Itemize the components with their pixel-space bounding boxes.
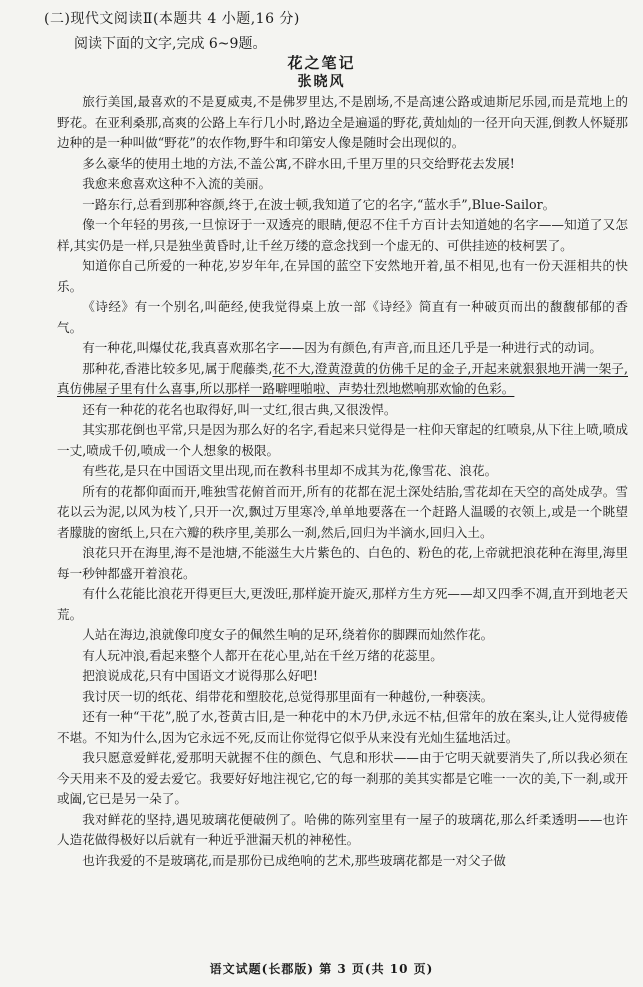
page-footer: 语文试题(长郡版) 第 3 页(共 10 页) — [209, 962, 434, 976]
paragraph: 一路东行,总看到那种容颜,终于,在波士顿,我知道了它的名字,“蓝水手”,Blue-Sailor。 — [82, 196, 556, 212]
paragraph: 也许我爱的不是玻璃花,而是那份已成绝响的艺术,那些玻璃花都是一对父子做 — [82, 852, 506, 868]
paragraph: 我对鲜花的坚持,遇见玻璃花便破例了。哈佛的陈列室里有一屋子的玻璃花,那么纤柔透明——也许人造花做得极好以后就有一种近乎泄漏天机的神秘性。 — [57, 811, 628, 847]
paragraph: 多么豪华的使用土地的方法,不盖公寓,不辟水田,千里万里的只交给野花去发展! — [82, 155, 515, 171]
paragraph: 旅行美国,最喜欢的不是夏威夷,不是佛罗里达,不是剧场,不是高速公路或迪斯尼乐园,而是荒地上的野花。在亚利桑那,高爽的公路上车行几小时,路边全是遍遥的野花,黄灿灿的一径开向天涯,倒教人怀疑那边种的是一种叫做“野花”的农作物,野牛和印第安人像是随时会出现似的。 — [57, 94, 628, 150]
paragraph: 我只愿意爱鲜花,爱那明天就握不住的颜色、气息和形状——由于它明天就要消失了,所以我必须在今天用来不及的爱去爱它。我要好好地注视它,它的每一刹那的美其实都是它唯一一次的美,下一刹,或开或阖,它已是另一朵了。 — [57, 750, 628, 806]
paragraph: 其实那花倒也平常,只是因为那么好的名字,看起来只觉得是一柱仰天窜起的红喷泉,从下往上喷,喷成一丈,喷成千仞,喷成一个人想象的极限。 — [57, 422, 628, 458]
underlined-sentence: 花不大,澄黄澄黄的仿佛千足的金子,开起来就狠狠地开满一架子,真仿佛屋子里有什么喜事,所以那样一路噼哩啪啦、声势壮烈地燃响那欢愉的色彩。 — [57, 360, 628, 396]
article-author: 张晓风 — [297, 74, 346, 90]
article-body — [57, 92, 628, 871]
paragraph: 还有一种“干花”,脱了水,苍黄古旧,是一种花中的木乃伊,永远不枯,但常年的放在案头,让人觉得疲倦不堪。不知为什么,因为它永远不死,反而让你觉得它似乎从来没有光灿生猛地活过。 — [57, 709, 628, 745]
paragraph: 我讨厌一切的纸花、绢带花和塑胶花,总觉得那里面有一种越份,一种亵渎。 — [82, 688, 494, 704]
paragraph: 像一个年轻的男孩,一旦惊讶于一双透亮的眼睛,便忍不住千方百计去知道她的名字——知道了又怎样,其实仍是一样,只是独坐黄昏时,让千丝万缕的意念找到一个虚无的、可供挂迹的枝柯罢了。 — [57, 217, 628, 253]
paragraph: 有人玩冲浪,看起来整个人都开在花心里,站在千丝万绪的花蕊里。 — [82, 647, 443, 663]
paragraph: 所有的花都仰面而开,唯独雪花俯首而开,所有的花都在泥土深处结胎,雪花却在天空的高处成孕。雪花以云为泥,以风为枝丫,只开一次,飘过万里寒冷,单单地要落在一个赶路人温暖的衣领上,或是一个眺望者朦胧的窗纸上,只在六瓣的秩序里,美那么一刹,然后,回归为半滴水,回归入土。 — [57, 483, 628, 540]
article-title: 花之笔记 — [287, 54, 356, 72]
paragraph: 把浪说成花,只有中国语文才说得那么好吧! — [82, 668, 318, 683]
paragraph: 有些花,是只在中国语文里出现,而在教科书里却不成其为花,像雪花、浪花。 — [82, 463, 498, 478]
paragraph-text: 那种花,香港比较多见,属于爬藤类, — [82, 360, 273, 376]
paragraph: 还有一种花的花名也取得好,叫一丈红,很古典,又很泼悍。 — [82, 401, 397, 417]
paragraph: 有什么花能比浪花开得更巨大,更泼旺,那样旋开旋灭,那样方生方死——却又四季不凋,直开到地老天荒。 — [57, 586, 628, 622]
paragraph — [57, 359, 628, 400]
instruction-text: 阅读下面的文字,完成 6~9题。 — [74, 36, 267, 52]
paragraph: 浪花只开在海里,海不是池塘,不能滋生大片紫色的、白色的、粉色的花,上帝就把浪花种在海里,海里每一秒钟都盛开着浪花。 — [57, 545, 628, 581]
paragraph: 有一种花,叫爆仗花,我真喜欢那名字——因为有颜色,有声音,而且还几乎是一种进行式的动词。 — [82, 340, 602, 355]
paragraph: 我愈来愈喜欢这种不入流的美丽。 — [82, 176, 272, 191]
paragraph: 人站在海边,浪就像印度女子的佩然生响的足环,绕着你的脚踝而灿然作花。 — [82, 627, 494, 642]
paragraph: 《诗经》有一个别名,叫葩经,使我觉得桌上放一部《诗经》简直有一种破页而出的馥馥郁郁的香气。 — [57, 299, 628, 335]
paragraph: 知道你自己所爱的一种花,岁岁年年,在异国的蓝空下安然地开着,虽不相见,也有一份天涯相共的快乐。 — [57, 258, 628, 294]
section-heading: (二)现代文阅读Ⅱ(本题共 4 小题,16 分) — [44, 11, 300, 27]
